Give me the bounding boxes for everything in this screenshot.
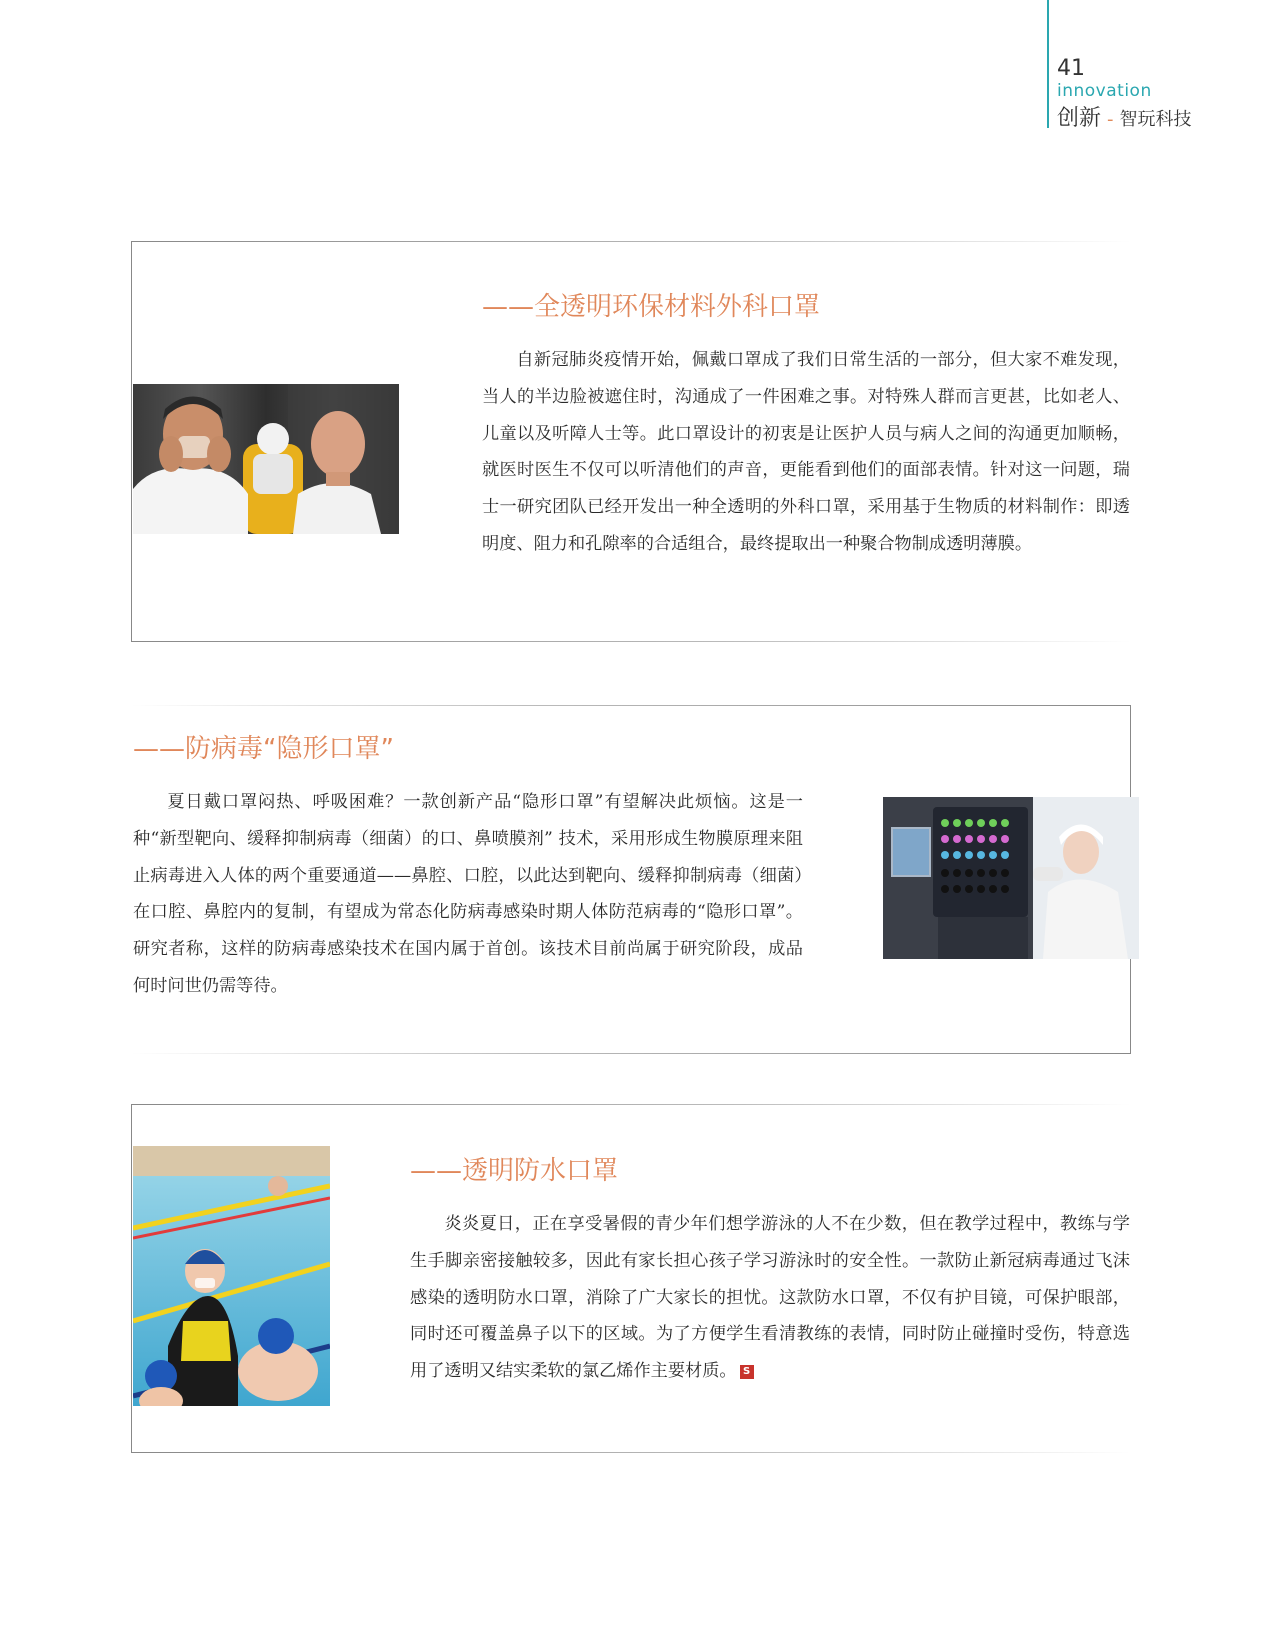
page-number: 41 xyxy=(1057,56,1085,81)
article-2-body: 夏日戴口罩闷热、呼吸困难？一款创新产品“隐形口罩”有望解决此烦恼。这是一种“新型靶向、缓释抑制病毒（细菌）的口、鼻喷膜剂” 技术，采用形成生物膜原理来阻止病毒进入人体的两个重要通道——鼻腔、口腔，以此达到靶向、缓释抑制病毒（细菌）在口腔、鼻腔内的复制，有望成为常态化防病毒感染时期人体防范病毒的“隐形口罩”。 研究者称，这样的防病毒感染技术在国内属于首创。该技术目前尚属于研究阶段，成品何时问世仍需等待。 xyxy=(133,792,803,996)
article-1-body: 自新冠肺炎疫情开始，佩戴口罩成了我们日常生活的一部分，但大家不难发现，当人的半边脸被遮住时，沟通成了一件困难之事。对特殊人群而言更甚，比如老人、儿童以及听障人士等。此口罩设计的初衷是让医护人员与病人之间的沟通更加顺畅，就医时医生不仅可以听清他们的声音，更能看到他们的面部表情。针对这一问题，瑞士一研究团队已经开发出一种全透明的外科口罩，采用基于生物质的材料制作：即透明度、阻力和孔隙率的合适组合，最终提取出一种聚合物制成透明薄膜。 xyxy=(482,350,1130,554)
section-separator: - xyxy=(1107,109,1114,130)
article-1-title: ——全透明环保材料外科口罩 xyxy=(482,292,821,322)
subsection-label: 智玩科技 xyxy=(1119,109,1192,130)
article-1-photo xyxy=(133,384,399,534)
article-3-photo xyxy=(133,1146,330,1406)
article-3-title: ——透明防水口罩 xyxy=(410,1156,619,1186)
article-3-body xyxy=(410,1206,1130,1390)
section-chinese: 创新 xyxy=(1057,106,1102,131)
header-rule xyxy=(1047,0,1049,128)
article-2-title: ——防病毒“隐形口罩” xyxy=(133,734,394,764)
article-2-photo xyxy=(883,797,1139,959)
article-3-body-text: 炎炎夏日，正在享受暑假的青少年们想学游泳的人不在少数，但在教学过程中，教练与学生手脚亲密接触较多，因此有家长担心孩子学习游泳时的安全性。一款防止新冠病毒通过飞沫感染的透明防水口罩，消除了广大家长的担忧。这款防水口罩，不仅有护目镜，可保护眼部，同时还可覆盖鼻子以下的区域。为了方便学生看清教练的表情，同时防止碰撞时受伤，特意选用了透明又结实柔软的氯乙烯作主要材质。 xyxy=(410,1214,1130,1382)
section-english: innovation xyxy=(1057,81,1152,101)
end-of-article-mark: S xyxy=(740,1365,754,1379)
section-heading xyxy=(1057,101,1192,132)
